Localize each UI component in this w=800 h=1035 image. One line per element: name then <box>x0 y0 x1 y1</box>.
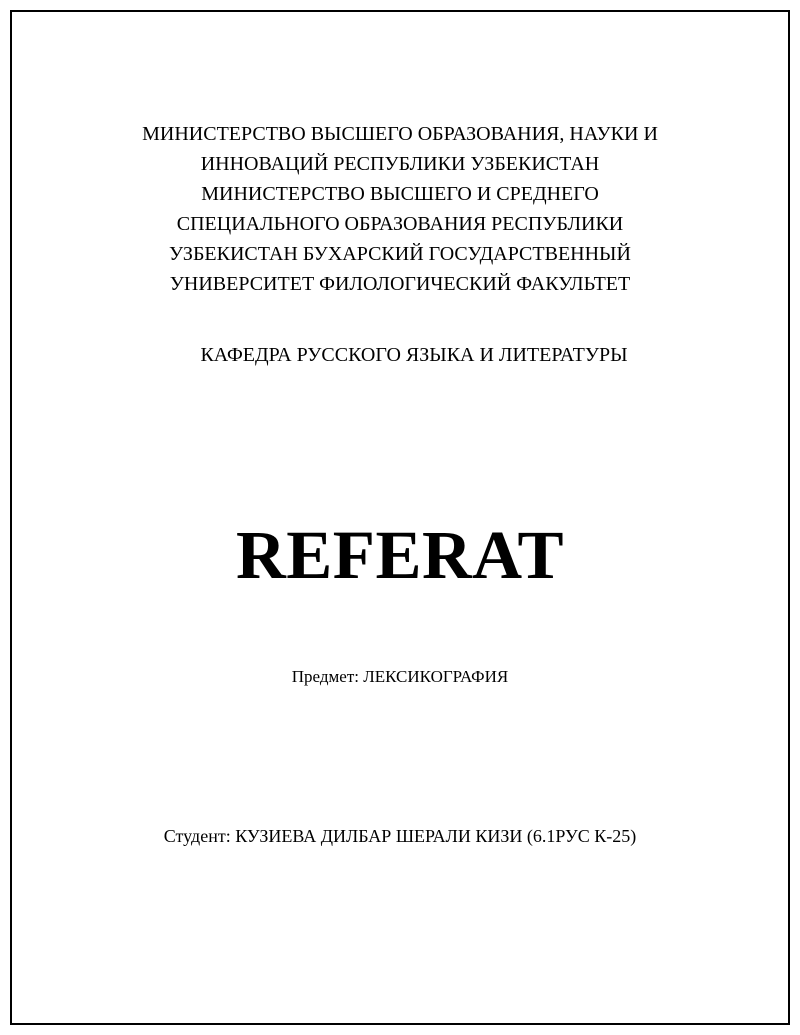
header-line: СПЕЦИАЛЬНОГО ОБРАЗОВАНИЯ РЕСПУБЛИКИ <box>176 213 624 235</box>
header-line: ИННОВАЦИЙ РЕСПУБЛИКИ УЗБЕКИСТАН <box>200 153 600 175</box>
document-title: REFERAT <box>235 517 565 593</box>
header-line: МИНИСТЕРСТВО ВЫСШЕГО ОБРАЗОВАНИЯ, НАУКИ И <box>142 123 658 145</box>
subject-line: Предмет: ЛЕКСИКОГРАФИЯ <box>291 667 509 686</box>
ministry-header <box>0 119 800 299</box>
department-name: КАФЕДРА РУССКОГО ЯЗЫКА И ЛИТЕРАТУРЫ <box>200 344 628 366</box>
header-line: МИНИСТЕРСТВО ВЫСШЕГО И СРЕДНЕГО <box>201 183 599 205</box>
student-line: Студент: КУЗИЕВА ДИЛБАР ШЕРАЛИ КИЗИ (6.1РУС К-25) <box>163 826 637 846</box>
header-line: УЗБЕКИСТАН БУХАРСКИЙ ГОСУДАРСТВЕННЫЙ <box>169 243 631 265</box>
header-line: УНИВЕРСИТЕТ ФИЛОЛОГИЧЕСКИЙ ФАКУЛЬТЕТ <box>169 273 631 295</box>
